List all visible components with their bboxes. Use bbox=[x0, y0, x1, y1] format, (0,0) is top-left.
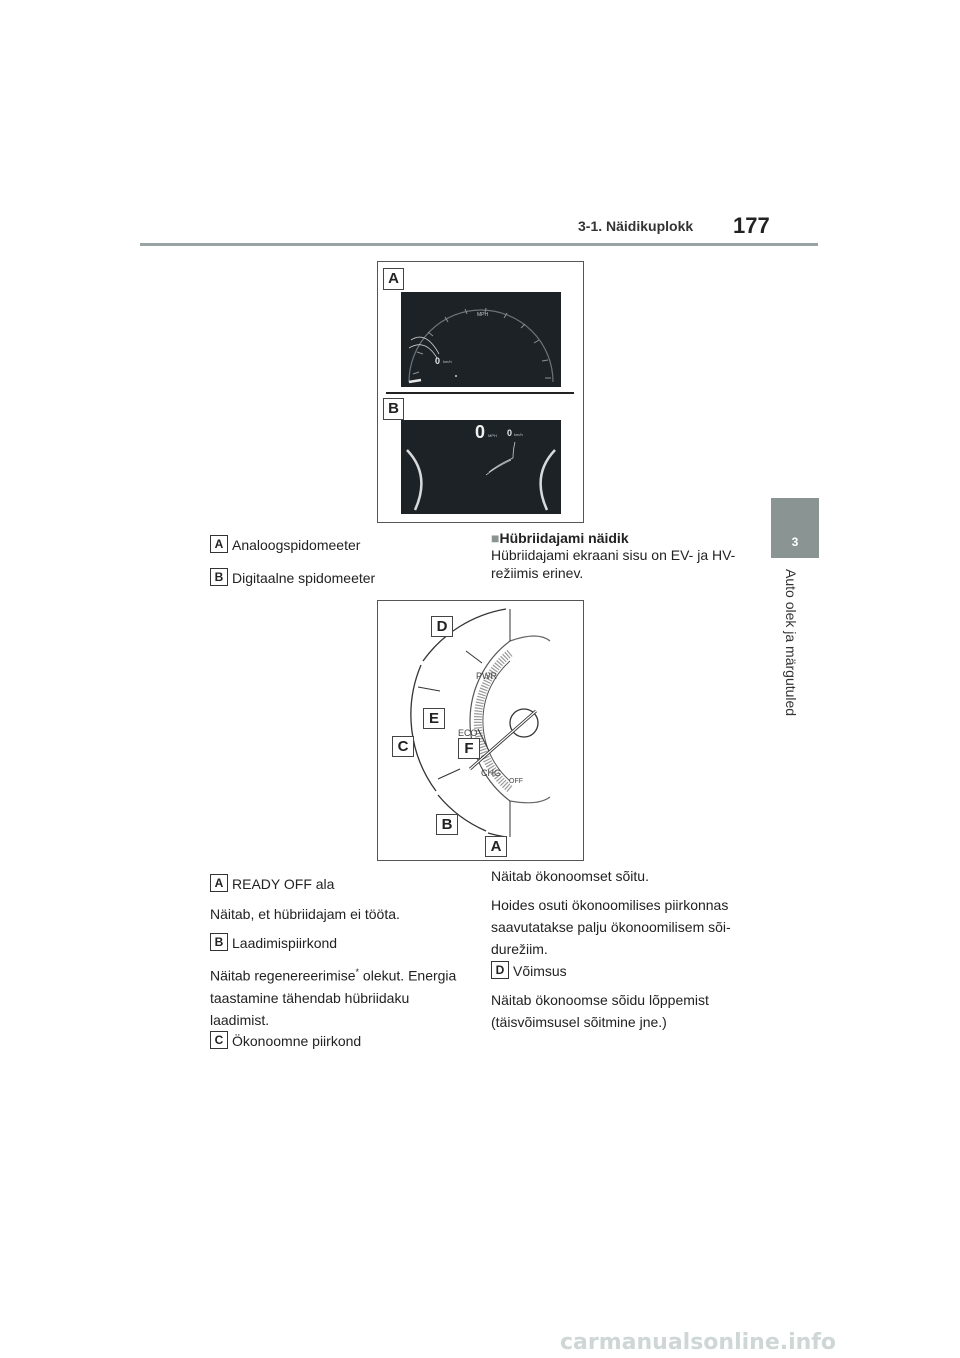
analog-speed: 0 bbox=[435, 356, 441, 366]
legend2-ready-off-text: Näitab, et hübriidajam ei tööta. bbox=[210, 906, 400, 922]
figure-divider bbox=[386, 392, 574, 394]
analog-unit-kmh: km/h bbox=[443, 359, 452, 364]
legend2-tag-d: D bbox=[491, 961, 509, 979]
off-label: OFF bbox=[509, 778, 523, 785]
legend2-charging-footnote-mark: * bbox=[355, 967, 360, 977]
legend-tag-a: A bbox=[210, 535, 228, 553]
legend2-eco-title: Ökonoomne piirkond bbox=[232, 1033, 362, 1049]
figure-label-b: B bbox=[383, 398, 404, 420]
legend2-charging-text-2: olekut. Energia taastamine tähendab hübriidaku laadimist. bbox=[210, 967, 457, 1028]
legend2-charging-title: Laadimispiirkond bbox=[232, 935, 338, 951]
hybrid-label-b: B bbox=[436, 814, 458, 835]
legend2-eco-text-2: Hoides osuti ökonoomilises piirkonnas saavutatakse palju ökonoomilisem sõi-durežiim. bbox=[491, 897, 731, 957]
legend2-eco-text: Näitab ökonoomset sõitu. bbox=[491, 868, 649, 884]
hybrid-label-f: F bbox=[458, 738, 480, 759]
chg-label: CHG bbox=[481, 768, 501, 778]
hybrid-gauge bbox=[378, 601, 583, 860]
hybrid-description: Hübriidajami ekraani sisu on EV- ja HV-režiimis erinev. bbox=[491, 547, 736, 581]
hybrid-label-a: A bbox=[485, 836, 507, 857]
digital-unit-kmh: km/h bbox=[514, 432, 523, 437]
hybrid-indicator-figure bbox=[377, 600, 584, 861]
legend2-charging-text bbox=[210, 961, 470, 1031]
legend2-power-text: Näitab ökonoomse sõidu lõppemist (täisvõimsusel sõitmine jne.) bbox=[491, 992, 709, 1030]
hybrid-heading-text: Hübriidajami näidik bbox=[499, 530, 629, 546]
legend2-power-title: Võimsus bbox=[513, 963, 567, 979]
hybrid-label-d: D bbox=[431, 616, 453, 637]
legend-text-digital: Digitaalne spidomeeter bbox=[232, 570, 376, 586]
legend2-ready-off-title: READY OFF ala bbox=[232, 876, 335, 892]
legend2-tag-b: B bbox=[210, 933, 228, 951]
legend2-tag-a: A bbox=[210, 874, 228, 892]
digital-speed-kmh: 0 bbox=[507, 428, 513, 438]
analog-speedometer bbox=[401, 292, 561, 387]
digital-speed: 0 bbox=[475, 422, 486, 442]
figure-label-a: A bbox=[383, 268, 404, 290]
legend2-charging-text-1: Näitab regenereerimise bbox=[210, 967, 356, 984]
chapter-title-text: Auto olek ja märgutuled bbox=[783, 569, 799, 717]
legend-tag-b: B bbox=[210, 568, 228, 586]
header-divider bbox=[140, 243, 818, 246]
hybrid-heading-marker: ■ bbox=[491, 530, 500, 546]
section-title: 3-1. Näidikuplokk bbox=[578, 218, 694, 234]
pwr-label: PWR bbox=[476, 671, 497, 681]
legend-text-analog: Analoogspidomeeter bbox=[232, 537, 361, 553]
eco-label: ECO bbox=[458, 728, 478, 738]
watermark: carmanualsonline.info bbox=[560, 1330, 836, 1355]
hybrid-label-c: C bbox=[392, 736, 414, 757]
analog-unit-mph: MPH bbox=[477, 312, 489, 318]
speedometer-figure bbox=[377, 261, 584, 523]
page-number: 177 bbox=[733, 213, 770, 238]
hybrid-label-e: E bbox=[423, 708, 445, 729]
chapter-title bbox=[781, 569, 805, 749]
legend2-tag-c: C bbox=[210, 1031, 228, 1049]
digital-unit-mph: MPH bbox=[488, 433, 497, 438]
chapter-tab: 3 bbox=[771, 498, 819, 558]
